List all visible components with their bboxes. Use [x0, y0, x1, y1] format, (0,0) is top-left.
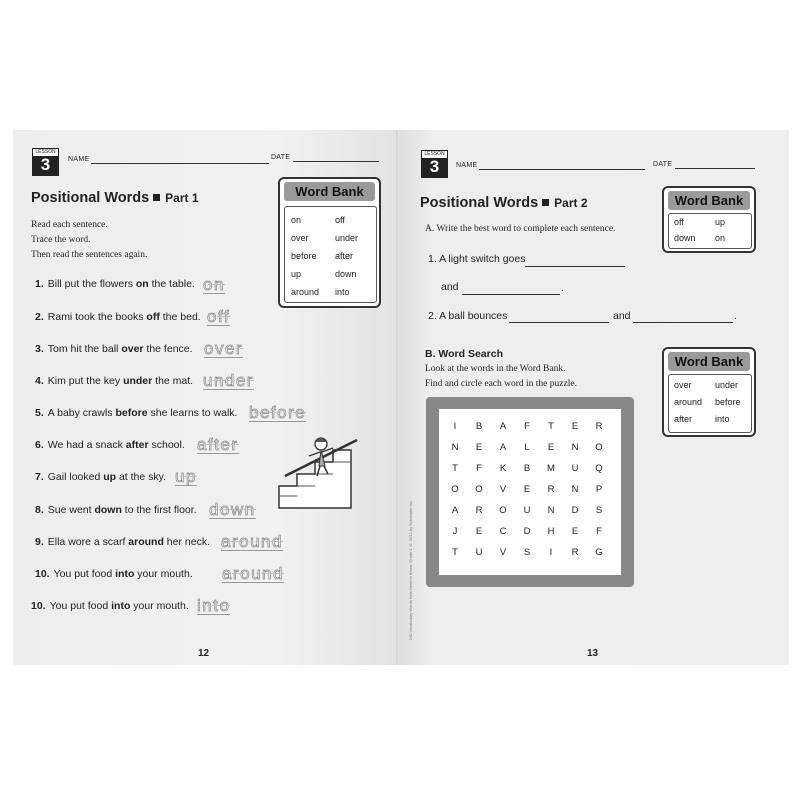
name-label: NAME — [68, 156, 90, 163]
trace-word[interactable]: into — [197, 596, 231, 615]
puzzle-letter[interactable]: R — [475, 505, 483, 516]
sentence-row — [35, 568, 193, 580]
sentence-text: Bill put the flowers — [47, 278, 136, 290]
puzzle-letter[interactable]: E — [547, 442, 555, 453]
sentence-text: You put food — [49, 600, 112, 612]
instruction-line: Read each sentence. — [31, 220, 108, 230]
girl-on-stairs-illustration — [275, 430, 367, 510]
word-search-grid — [439, 409, 621, 575]
answer-blank[interactable] — [462, 294, 560, 295]
puzzle-letter[interactable]: E — [571, 526, 579, 537]
sentence-keyword: down — [94, 504, 122, 516]
puzzle-letter[interactable]: U — [571, 463, 579, 474]
sentence-text: Sue went — [47, 504, 95, 516]
word-bank-word: down — [674, 233, 696, 243]
sentence-text: the fence. — [143, 343, 193, 355]
page-title — [31, 190, 199, 206]
puzzle-letter[interactable]: I — [549, 547, 553, 558]
sentence-keyword: into — [111, 600, 131, 612]
trace-word[interactable]: down — [209, 500, 256, 519]
puzzle-letter[interactable]: N — [571, 442, 579, 453]
word-bank-word: off — [674, 217, 684, 227]
puzzle-letter[interactable]: T — [452, 547, 458, 558]
trace-word[interactable]: around — [222, 564, 284, 583]
instruction-line: Then read the sentences again. — [31, 250, 148, 260]
question-text: and — [441, 281, 459, 293]
puzzle-letter[interactable]: T — [548, 421, 554, 432]
instruction-line: Trace the word. — [31, 235, 91, 245]
sentence-row — [35, 343, 193, 355]
sentence-number: 10. — [35, 568, 50, 580]
word-bank-word: after — [674, 414, 693, 424]
trace-word[interactable]: up — [175, 467, 197, 486]
square-bullet-icon — [153, 194, 160, 201]
sentence-number: 5. — [35, 407, 44, 419]
word-bank-word: around — [291, 287, 320, 297]
puzzle-letter[interactable]: E — [475, 526, 483, 537]
sentence-keyword: around — [128, 536, 164, 548]
puzzle-letter[interactable]: C — [499, 526, 507, 537]
puzzle-letter[interactable]: H — [547, 526, 555, 537]
puzzle-letter[interactable]: T — [452, 463, 458, 474]
sentence-text: your mouth. — [134, 568, 193, 580]
word-bank-word: into — [335, 287, 350, 297]
square-bullet-icon — [542, 199, 549, 206]
puzzle-letter[interactable]: O — [475, 484, 483, 495]
page-number: 13 — [587, 648, 599, 659]
question-text: 2. A ball bounces — [428, 310, 508, 322]
puzzle-letter[interactable]: N — [547, 505, 555, 516]
part-label: Part 2 — [554, 196, 588, 210]
word-bank-title: Word Bank — [668, 352, 750, 371]
sentence-text: she learns to walk. — [147, 407, 238, 419]
sentence-keyword: before — [115, 407, 148, 419]
sentence-number: 8. — [35, 504, 44, 516]
word-bank-word: under — [715, 380, 739, 390]
sentence-text: your mouth. — [130, 600, 189, 612]
sentence-text: her neck. — [163, 536, 210, 548]
word-bank-word: up — [715, 217, 726, 227]
word-bank-title: Word Bank — [284, 182, 375, 201]
period: . — [561, 283, 564, 294]
word-bank-list — [668, 374, 752, 433]
sentence-text: at the sky. — [116, 471, 167, 483]
puzzle-letter[interactable]: B — [475, 421, 483, 432]
answer-blank[interactable] — [633, 322, 733, 323]
section-b-title: B. Word Search — [425, 348, 503, 360]
trace-word[interactable]: before — [249, 403, 307, 422]
right-page — [401, 130, 789, 665]
lesson-number: 3 — [429, 157, 440, 176]
sentence-row — [35, 375, 193, 387]
puzzle-letter[interactable]: R — [571, 547, 579, 558]
word-bank-word: into — [715, 414, 730, 424]
puzzle-letter[interactable]: E — [523, 484, 531, 495]
part-label: Part 1 — [165, 191, 199, 205]
word-bank-list — [668, 213, 752, 249]
lesson-badge — [421, 150, 448, 178]
period: . — [734, 311, 737, 322]
puzzle-letter[interactable]: A — [499, 421, 507, 432]
instruction-line: Find and circle each word in the puzzle. — [425, 379, 577, 389]
puzzle-letter[interactable]: U — [523, 505, 531, 516]
sentence-keyword: over — [121, 343, 144, 355]
sentence-row — [35, 439, 185, 451]
puzzle-letter[interactable]: O — [595, 442, 603, 453]
word-bank-word: before — [715, 397, 741, 407]
name-field[interactable] — [91, 163, 269, 164]
sentence-text: Rami took the books — [47, 311, 147, 323]
sentence-text: Kim put the key — [47, 375, 124, 387]
lesson-number: 3 — [40, 155, 51, 174]
puzzle-letter[interactable]: M — [547, 463, 555, 474]
title-text: Positional Words — [420, 195, 539, 211]
lesson-badge — [32, 148, 59, 176]
sentence-row — [35, 504, 197, 516]
instruction-line: Look at the words in the Word Bank. — [425, 364, 566, 374]
date-label: DATE — [271, 154, 291, 161]
sentence-row — [35, 407, 237, 419]
word-bank-word: on — [291, 215, 302, 225]
puzzle-letter[interactable]: R — [595, 421, 603, 432]
puzzle-letter[interactable]: E — [475, 442, 483, 453]
puzzle-letter[interactable]: V — [499, 484, 507, 495]
sentence-keyword: under — [123, 375, 153, 387]
puzzle-letter[interactable]: P — [595, 484, 603, 495]
word-bank-a — [662, 186, 756, 253]
word-bank-word: before — [291, 251, 317, 261]
trace-word[interactable]: off — [207, 307, 231, 326]
sentence-keyword: into — [115, 568, 135, 580]
sentence-text: the mat. — [152, 375, 194, 387]
page-number: 12 — [198, 648, 210, 659]
trace-word[interactable]: after — [197, 435, 239, 454]
question-2 — [428, 310, 507, 322]
puzzle-letter[interactable]: O — [451, 484, 459, 495]
copyright-text: 240 Vocabulary Words Kids Need to Know: Grade 1 © 2012 by Scholastic Inc. — [408, 500, 413, 641]
sentence-keyword: up — [103, 471, 117, 483]
name-field[interactable] — [479, 169, 645, 170]
section-b-instructions — [425, 362, 577, 392]
trace-word[interactable]: around — [221, 532, 283, 551]
sentence-text: You put food — [53, 568, 116, 580]
instructions — [31, 218, 147, 263]
sentence-text: We had a snack — [47, 439, 126, 451]
puzzle-letter[interactable]: V — [499, 547, 507, 558]
word-bank-word: off — [335, 215, 345, 225]
sentence-keyword: after — [125, 439, 149, 451]
date-field[interactable] — [675, 168, 755, 169]
puzzle-letter[interactable]: N — [451, 442, 459, 453]
puzzle-letter[interactable]: E — [571, 421, 579, 432]
word-bank-word: on — [715, 233, 726, 243]
sentence-number: 4. — [35, 375, 44, 387]
sentence-number: 3. — [35, 343, 44, 355]
puzzle-letter[interactable]: G — [595, 547, 603, 558]
sentence-number: 9. — [35, 536, 44, 548]
sentence-row — [35, 311, 201, 323]
name-label: NAME — [456, 162, 478, 169]
puzzle-letter[interactable]: L — [524, 442, 530, 453]
sentence-number: 1. — [35, 278, 44, 290]
sentence-text: Ella wore a scarf — [47, 536, 129, 548]
question-text: and — [613, 310, 631, 322]
section-a-instruction: A. Write the best word to complete each sentence. — [425, 224, 616, 234]
lesson-label: LESSON — [422, 151, 447, 158]
puzzle-letter[interactable]: F — [524, 421, 530, 432]
question-1 — [428, 253, 525, 265]
puzzle-letter[interactable]: K — [499, 463, 507, 474]
word-bank-b — [662, 347, 756, 437]
question-text: 1. A light switch goes — [428, 253, 526, 265]
word-bank-word: over — [291, 233, 309, 243]
sentence-row — [35, 278, 195, 290]
sentence-row — [31, 600, 189, 612]
date-field[interactable] — [293, 161, 379, 162]
sentence-text: A baby crawls — [47, 407, 116, 419]
answer-blank[interactable] — [509, 322, 609, 323]
word-bank — [278, 177, 381, 308]
sentence-text: school. — [148, 439, 185, 451]
lesson-label: LESSON — [33, 149, 58, 156]
puzzle-letter[interactable]: F — [596, 526, 602, 537]
puzzle-letter[interactable]: J — [452, 526, 458, 537]
sentence-number: 6. — [35, 439, 44, 451]
word-bank-word: up — [291, 269, 302, 279]
trace-word[interactable]: over — [204, 339, 244, 358]
trace-word[interactable]: under — [203, 371, 254, 390]
puzzle-letter[interactable]: I — [453, 421, 457, 432]
word-bank-word: under — [335, 233, 359, 243]
sentence-number: 7. — [35, 471, 44, 483]
puzzle-letter[interactable]: D — [523, 526, 531, 537]
sentence-number: 2. — [35, 311, 44, 323]
word-bank-word: after — [335, 251, 354, 261]
sentence-text: to the first floor. — [121, 504, 197, 516]
puzzle-letter[interactable]: D — [571, 505, 579, 516]
word-bank-word: around — [674, 397, 703, 407]
trace-word[interactable]: on — [203, 275, 225, 294]
sentence-text: the table. — [148, 278, 195, 290]
word-bank-title: Word Bank — [668, 191, 750, 210]
puzzle-letter[interactable]: A — [451, 505, 459, 516]
puzzle-letter[interactable]: R — [547, 484, 555, 495]
puzzle-letter[interactable]: A — [499, 442, 507, 453]
word-search-frame — [426, 397, 634, 587]
word-bank-word: over — [674, 380, 692, 390]
page-title — [420, 195, 588, 211]
puzzle-letter[interactable]: U — [475, 547, 483, 558]
date-label: DATE — [653, 161, 673, 168]
sentence-row — [35, 471, 166, 483]
puzzle-letter[interactable]: S — [595, 505, 603, 516]
sentence-text: the bed. — [159, 311, 201, 323]
puzzle-letter[interactable]: B — [523, 463, 531, 474]
sentence-keyword: off — [146, 311, 160, 323]
sentence-text: Tom hit the ball — [47, 343, 122, 355]
answer-blank[interactable] — [525, 266, 625, 267]
word-bank-list — [284, 206, 377, 303]
sentence-number: 10. — [31, 600, 46, 612]
puzzle-letter[interactable]: Q — [595, 463, 603, 474]
puzzle-letter[interactable]: S — [523, 547, 531, 558]
word-bank-word: down — [335, 269, 357, 279]
title-text: Positional Words — [31, 190, 150, 206]
sentence-row — [35, 536, 210, 548]
puzzle-letter[interactable]: O — [499, 505, 507, 516]
sentence-keyword: on — [135, 278, 149, 290]
left-page — [13, 130, 397, 665]
puzzle-letter[interactable]: N — [571, 484, 579, 495]
sentence-text: Gail looked — [47, 471, 104, 483]
puzzle-letter[interactable]: F — [476, 463, 482, 474]
